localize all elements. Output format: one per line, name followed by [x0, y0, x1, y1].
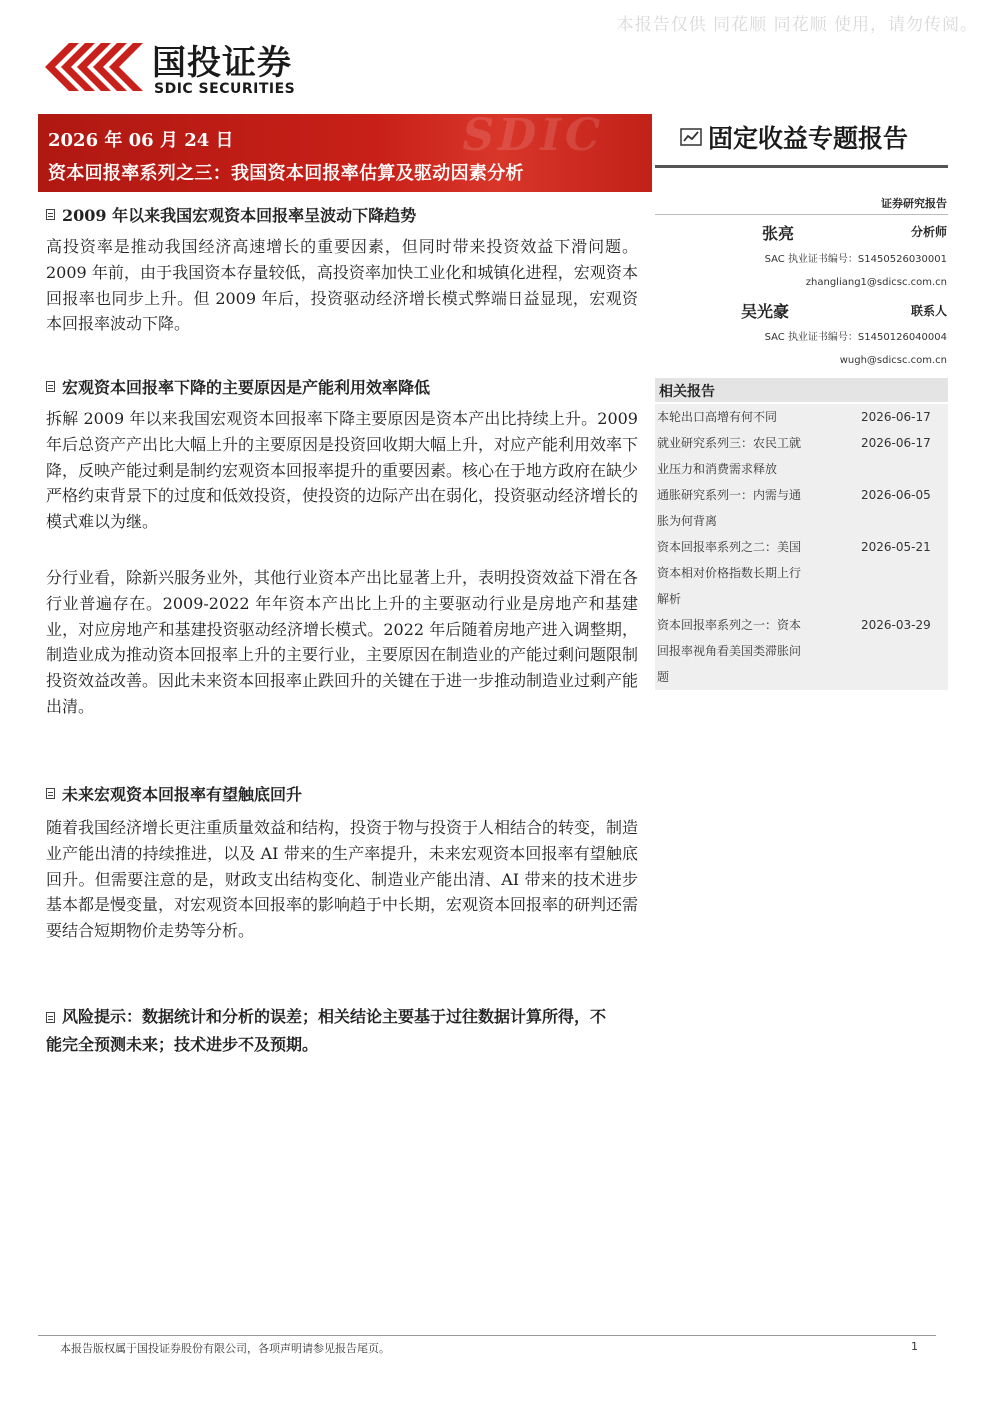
related-report-title[interactable]: 资本相对价格指数长期上行	[657, 566, 802, 580]
related-reports-list	[655, 404, 948, 690]
related-report-title[interactable]: 资本回报率系列之二：美国	[657, 540, 802, 554]
related-report-title[interactable]: 解析	[657, 592, 682, 606]
section-heading	[46, 782, 302, 805]
report-date: 2026 年 06 月 24 日	[48, 130, 234, 151]
brand-name-cn: 国投证券	[152, 43, 292, 83]
watermark-text: 本报告仅供 同花顺 同花顺 使用，请勿传阅。	[616, 15, 978, 35]
section-paragraph: 随着我国经济增长更注重质量效益和结构，投资于物与投资于人相结合的转变，制造业产能出清的持续推进，以及 AI 带来的生产率提升，未来宏观资本回报率有望触底回升。但需要注意的是，财政支出结构变化、制造业产能出清、AI 带来的技术进步基本都是慢变量，对宏观资本回报率的影响趋于中长期，宏观资本回报率的研判还需要结合短期物价走势等分析。	[46, 818, 639, 941]
report-type: 固定收益专题报告	[708, 124, 909, 153]
title-banner	[38, 114, 652, 192]
section-heading	[46, 203, 416, 226]
analyst-name: 张亮	[762, 224, 795, 243]
section-heading-text: 宏观资本回报率下降的主要原因是产能利用效率降低	[62, 378, 431, 397]
analyst-role: 分析师	[910, 225, 947, 239]
header-rule	[655, 165, 948, 168]
contact-name: 吴光豪	[741, 302, 790, 321]
related-report-title[interactable]: 业压力和消费需求释放	[657, 462, 778, 476]
footer-copyright: 本报告版权属于国投证券股份有限公司，各项声明请参见报告尾页。	[60, 1342, 390, 1355]
related-reports-title: 相关报告	[659, 384, 715, 400]
section-paragraph: 分行业看，除新兴服务业外，其他行业资本产出比显著上升，表明投资效益下滑在各行业普遍存在。2009-2022 年年资本产出比上升的主要驱动行业是房地产和基建业，对应房地产和基建投资驱动经济增长模式。2022 年后随着房地产进入调整期，制造业成为推动资本回报率上升的主要行业，主要原因在制造业的产能过剩问题限制投资效益改善。因此未来资本回报率止跌回升的关键在于进一步推动制造业过剩产能出清。	[46, 568, 639, 716]
section-bullet-icon	[46, 381, 55, 392]
section-paragraph: 拆解 2009 年以来我国宏观资本回报率下降主要原因是资本产出比持续上升。2009 年后总资产产出比大幅上升的主要原因是投资回收期大幅上升，对应产能利用效率下降，反映产能过剩是制约宏观资本回报率提升的重要因素。核心在于地方政府在缺少严格约束背景下的过度和低效投资，使投资的边际产出在弱化，投资驱动经济增长的模式难以为继。	[46, 409, 639, 532]
report-category: 证券研究报告	[881, 197, 947, 210]
banner-watermark-mark: SDIC	[462, 114, 604, 161]
related-report-title[interactable]: 资本回报率系列之一：资本	[657, 618, 802, 632]
related-reports-header	[655, 378, 948, 402]
related-report-title[interactable]: 胀为何背离	[657, 514, 718, 528]
section-bullet-icon	[46, 1012, 55, 1023]
section-heading	[46, 375, 430, 398]
related-report-title[interactable]: 本轮出口高增有何不同	[657, 410, 778, 424]
report-title: 资本回报率系列之三：我国资本回报率估算及驱动因素分析	[48, 163, 524, 184]
section-heading-text: 未来宏观资本回报率有望触底回升	[62, 785, 303, 804]
related-report-date: 2026-05-21	[861, 540, 931, 554]
brand-name-en: SDIC SECURITIES	[154, 81, 296, 97]
related-report-date: 2026-06-05	[861, 488, 931, 502]
page-number: 1	[911, 1340, 918, 1353]
footer-rule	[38, 1335, 936, 1336]
risk-warning-text: 风险提示：数据统计和分析的误差；相关结论主要基于过往数据计算所得，不能完全预测未来；技术进步不及预期。	[46, 1007, 607, 1054]
divider	[655, 214, 948, 215]
related-report-title[interactable]: 就业研究系列三：农民工就	[657, 436, 802, 450]
analyst-email: zhangliang1@sdicsc.com.cn	[805, 277, 947, 288]
related-report-date: 2026-03-29	[861, 618, 931, 632]
analyst-license: SAC 执业证书编号：S1450526030001	[764, 254, 947, 265]
contact-role: 联系人	[910, 304, 947, 318]
section-heading-text: 2009 年以来我国宏观资本回报率呈波动下降趋势	[62, 206, 417, 225]
section-bullet-icon	[46, 788, 55, 799]
related-report-title[interactable]: 回报率视角看美国类滞胀问	[657, 644, 802, 658]
section-paragraph: 高投资率是推动我国经济高速增长的重要因素，但同时带来投资效益下滑问题。2009 年前，由于我国资本存量较低，高投资率加快工业化和城镇化进程，宏观资本回报率也同步上升。但 2009 年后，投资驱动经济增长模式弊端日益显现，宏观资本回报率波动下降。	[46, 237, 638, 334]
sdic-logo-icon	[45, 43, 143, 91]
section-bullet-icon	[46, 209, 55, 220]
related-report-title[interactable]: 题	[657, 670, 670, 684]
related-report-date: 2026-06-17	[861, 410, 931, 424]
risk-warning	[46, 1003, 614, 1059]
related-report-title[interactable]: 通胀研究系列一：内需与通	[657, 488, 802, 502]
contact-email: wugh@sdicsc.com.cn	[839, 355, 947, 366]
contact-license: SAC 执业证书编号：S1450126040004	[764, 332, 947, 343]
related-report-date: 2026-06-17	[861, 436, 931, 450]
report-type-header	[680, 117, 908, 157]
line-chart-icon	[680, 128, 702, 146]
